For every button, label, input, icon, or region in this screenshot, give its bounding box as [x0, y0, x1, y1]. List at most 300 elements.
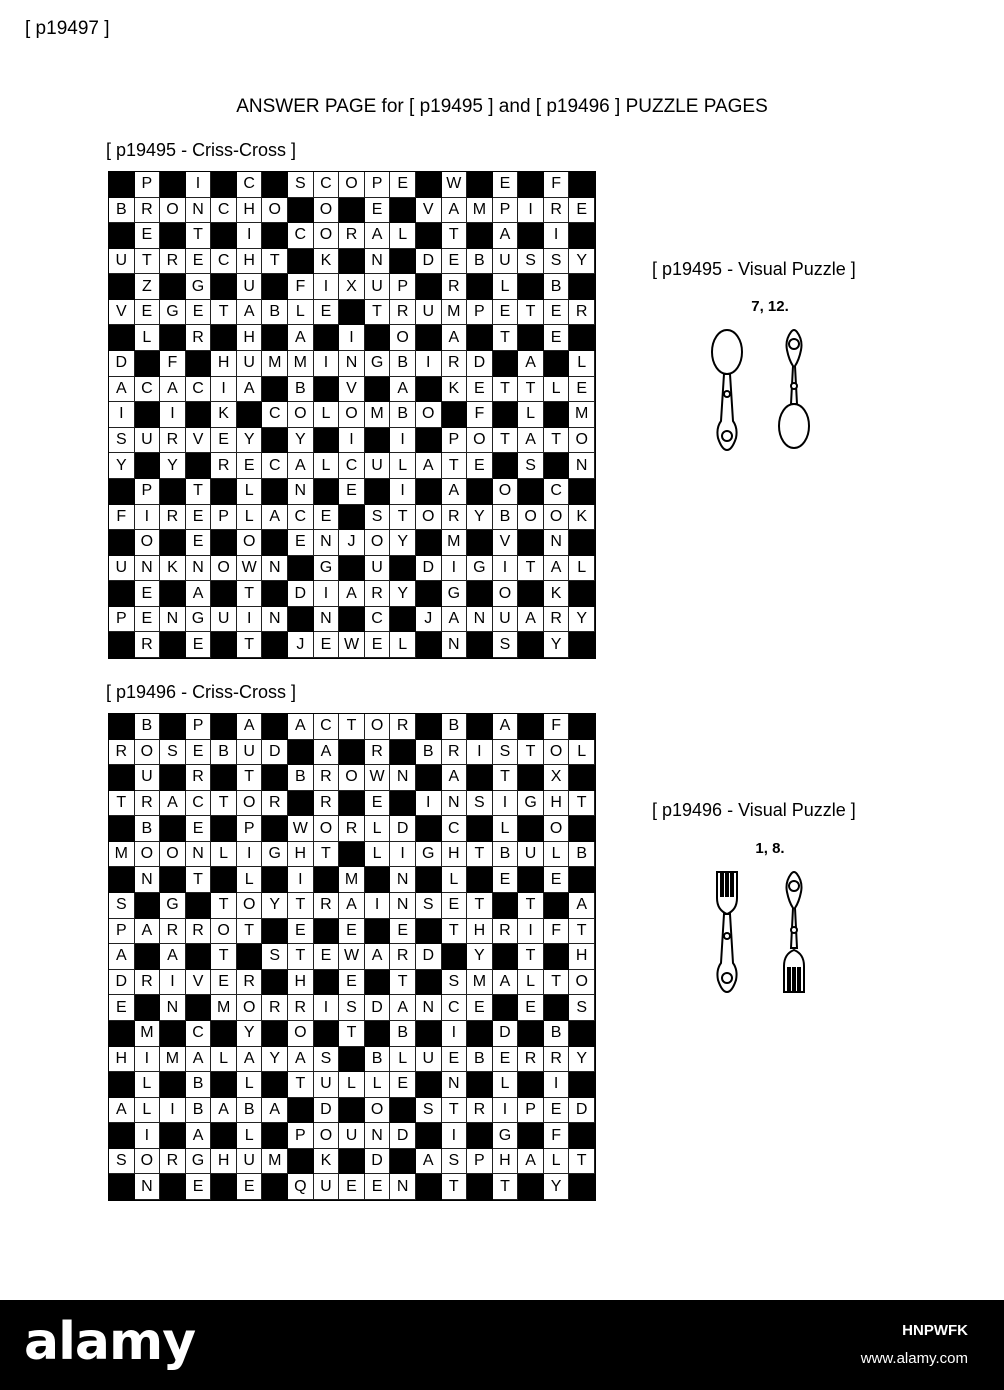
letter-cell: S: [493, 632, 519, 658]
black-cell: [262, 1072, 288, 1098]
letter-cell: A: [262, 505, 288, 531]
letter-cell: W: [365, 765, 391, 791]
black-cell: [416, 377, 442, 403]
letter-cell: Z: [135, 274, 161, 300]
letter-cell: P: [109, 607, 135, 633]
black-cell: [160, 632, 186, 658]
letter-cell: R: [442, 274, 468, 300]
black-cell: [109, 581, 135, 607]
fork-icon: [784, 872, 804, 992]
letter-cell: P: [467, 300, 493, 326]
letter-cell: N: [160, 607, 186, 633]
letter-cell: L: [365, 1072, 391, 1098]
letter-cell: A: [569, 893, 595, 919]
letter-cell: A: [442, 325, 468, 351]
black-cell: [467, 325, 493, 351]
letter-cell: D: [109, 970, 135, 996]
letter-cell: O: [390, 325, 416, 351]
black-cell: [109, 530, 135, 556]
letter-cell: U: [314, 1174, 340, 1200]
letter-cell: O: [416, 402, 442, 428]
letter-cell: U: [339, 1123, 365, 1149]
letter-cell: L: [518, 970, 544, 996]
letter-cell: A: [390, 377, 416, 403]
letter-cell: R: [442, 505, 468, 531]
letter-cell: I: [416, 791, 442, 817]
letter-cell: E: [237, 1174, 263, 1200]
letter-cell: I: [390, 428, 416, 454]
black-cell: [186, 402, 212, 428]
black-cell: [518, 479, 544, 505]
black-cell: [365, 479, 391, 505]
black-cell: [339, 249, 365, 275]
letter-cell: N: [186, 842, 212, 868]
letter-cell: L: [544, 377, 570, 403]
letter-cell: E: [493, 300, 519, 326]
black-cell: [518, 714, 544, 740]
letter-cell: M: [288, 351, 314, 377]
letter-cell: O: [314, 198, 340, 224]
black-cell: [109, 1123, 135, 1149]
letter-cell: E: [186, 740, 212, 766]
black-cell: [211, 223, 237, 249]
black-cell: [416, 765, 442, 791]
letter-cell: I: [160, 1098, 186, 1124]
letter-cell: E: [569, 198, 595, 224]
black-cell: [518, 325, 544, 351]
letter-cell: R: [160, 1149, 186, 1175]
black-cell: [288, 607, 314, 633]
letter-cell: L: [544, 842, 570, 868]
letter-cell: A: [237, 714, 263, 740]
black-cell: [416, 428, 442, 454]
letter-cell: P: [518, 1098, 544, 1124]
black-cell: [467, 714, 493, 740]
letter-cell: O: [288, 402, 314, 428]
letter-cell: T: [237, 632, 263, 658]
image-ref: HNPWFK: [902, 1322, 968, 1339]
letter-cell: E: [135, 223, 161, 249]
letter-cell: B: [365, 1047, 391, 1073]
letter-cell: A: [237, 1047, 263, 1073]
letter-cell: L: [237, 867, 263, 893]
letter-cell: J: [416, 607, 442, 633]
letter-cell: A: [442, 765, 468, 791]
letter-cell: T: [442, 1098, 468, 1124]
letter-cell: O: [314, 816, 340, 842]
letter-cell: A: [442, 607, 468, 633]
black-cell: [416, 1021, 442, 1047]
letter-cell: S: [109, 428, 135, 454]
letter-cell: N: [135, 556, 161, 582]
letter-cell: E: [390, 172, 416, 198]
black-cell: [518, 1174, 544, 1200]
letter-cell: K: [314, 1149, 340, 1175]
black-cell: [262, 274, 288, 300]
black-cell: [518, 765, 544, 791]
letter-cell: L: [390, 632, 416, 658]
spoon-icon: [779, 330, 809, 448]
black-cell: [467, 1123, 493, 1149]
letter-cell: L: [339, 1072, 365, 1098]
letter-cell: E: [186, 632, 212, 658]
letter-cell: L: [288, 300, 314, 326]
letter-cell: N: [569, 453, 595, 479]
black-cell: [518, 816, 544, 842]
letter-cell: I: [186, 172, 212, 198]
letter-cell: W: [339, 632, 365, 658]
letter-cell: O: [135, 530, 161, 556]
letter-cell: M: [262, 1149, 288, 1175]
black-cell: [160, 325, 186, 351]
letter-cell: A: [135, 919, 161, 945]
black-cell: [160, 765, 186, 791]
visual-puzzle-2-label: [ p19496 - Visual Puzzle ]: [652, 800, 856, 820]
letter-cell: O: [493, 581, 519, 607]
letter-cell: O: [288, 1021, 314, 1047]
letter-cell: O: [160, 842, 186, 868]
letter-cell: B: [135, 714, 161, 740]
black-cell: [314, 867, 340, 893]
black-cell: [467, 223, 493, 249]
letter-cell: Y: [467, 944, 493, 970]
letter-cell: L: [569, 556, 595, 582]
letter-cell: P: [135, 172, 161, 198]
letter-cell: K: [160, 556, 186, 582]
letter-cell: R: [365, 740, 391, 766]
letter-cell: S: [416, 893, 442, 919]
letter-cell: C: [262, 453, 288, 479]
black-cell: [518, 1072, 544, 1098]
letter-cell: M: [135, 1021, 161, 1047]
letter-cell: A: [390, 995, 416, 1021]
black-cell: [109, 172, 135, 198]
letter-cell: S: [365, 505, 391, 531]
letter-cell: V: [339, 377, 365, 403]
black-cell: [390, 740, 416, 766]
black-cell: [339, 842, 365, 868]
black-cell: [160, 714, 186, 740]
letter-cell: T: [186, 479, 212, 505]
letter-cell: R: [262, 995, 288, 1021]
letter-cell: E: [390, 1072, 416, 1098]
letter-cell: R: [314, 765, 340, 791]
letter-cell: E: [493, 867, 519, 893]
black-cell: [544, 944, 570, 970]
letter-cell: E: [339, 479, 365, 505]
black-cell: [109, 1174, 135, 1200]
letter-cell: M: [467, 970, 493, 996]
letter-cell: A: [493, 714, 519, 740]
letter-cell: B: [390, 402, 416, 428]
letter-cell: G: [160, 893, 186, 919]
black-cell: [467, 1072, 493, 1098]
black-cell: [442, 944, 468, 970]
letter-cell: O: [467, 428, 493, 454]
letter-cell: K: [569, 505, 595, 531]
letter-cell: T: [467, 893, 493, 919]
letter-cell: F: [544, 714, 570, 740]
letter-cell: N: [442, 632, 468, 658]
letter-cell: B: [211, 740, 237, 766]
letter-cell: O: [493, 479, 519, 505]
letter-cell: J: [339, 530, 365, 556]
black-cell: [365, 919, 391, 945]
letter-cell: O: [339, 765, 365, 791]
letter-cell: T: [442, 919, 468, 945]
letter-cell: Y: [569, 249, 595, 275]
black-cell: [442, 402, 468, 428]
black-cell: [339, 1047, 365, 1073]
letter-cell: A: [288, 1047, 314, 1073]
letter-cell: Y: [467, 505, 493, 531]
letter-cell: K: [442, 377, 468, 403]
letter-cell: L: [135, 325, 161, 351]
letter-cell: E: [186, 249, 212, 275]
letter-cell: G: [262, 842, 288, 868]
black-cell: [493, 893, 519, 919]
letter-cell: B: [390, 1021, 416, 1047]
letter-cell: N: [467, 607, 493, 633]
letter-cell: R: [288, 995, 314, 1021]
letter-cell: E: [518, 995, 544, 1021]
letter-cell: W: [339, 944, 365, 970]
letter-cell: W: [288, 816, 314, 842]
letter-cell: R: [390, 300, 416, 326]
black-cell: [544, 893, 570, 919]
black-cell: [416, 530, 442, 556]
letter-cell: L: [518, 402, 544, 428]
letter-cell: H: [211, 351, 237, 377]
black-cell: [544, 402, 570, 428]
letter-cell: T: [365, 300, 391, 326]
letter-cell: A: [160, 944, 186, 970]
letter-cell: T: [390, 505, 416, 531]
letter-cell: A: [518, 351, 544, 377]
black-cell: [493, 351, 519, 377]
letter-cell: T: [442, 223, 468, 249]
letter-cell: L: [211, 842, 237, 868]
letter-cell: A: [109, 1098, 135, 1124]
letter-cell: A: [518, 1149, 544, 1175]
letter-cell: U: [416, 1047, 442, 1073]
black-cell: [339, 556, 365, 582]
letter-cell: L: [390, 453, 416, 479]
letter-cell: S: [518, 453, 544, 479]
letter-cell: L: [493, 274, 519, 300]
letter-cell: A: [109, 377, 135, 403]
letter-cell: A: [365, 944, 391, 970]
letter-cell: R: [135, 632, 161, 658]
letter-cell: D: [390, 1123, 416, 1149]
letter-cell: A: [493, 970, 519, 996]
letter-cell: I: [135, 505, 161, 531]
letter-cell: N: [416, 995, 442, 1021]
letter-cell: H: [288, 970, 314, 996]
black-cell: [237, 402, 263, 428]
black-cell: [390, 1098, 416, 1124]
letter-cell: T: [544, 970, 570, 996]
letter-cell: N: [390, 893, 416, 919]
letter-cell: R: [135, 970, 161, 996]
letter-cell: H: [493, 1149, 519, 1175]
black-cell: [569, 1021, 595, 1047]
letter-cell: A: [493, 223, 519, 249]
letter-cell: A: [416, 453, 442, 479]
letter-cell: R: [135, 791, 161, 817]
letter-cell: N: [186, 198, 212, 224]
letter-cell: I: [416, 351, 442, 377]
letter-cell: U: [237, 1149, 263, 1175]
letter-cell: C: [314, 714, 340, 740]
black-cell: [211, 714, 237, 740]
letter-cell: U: [365, 556, 391, 582]
letter-cell: L: [135, 1072, 161, 1098]
black-cell: [569, 867, 595, 893]
fork-pair-icon: [700, 868, 840, 998]
black-cell: [160, 274, 186, 300]
letter-cell: T: [262, 249, 288, 275]
letter-cell: I: [135, 1123, 161, 1149]
letter-cell: E: [442, 1047, 468, 1073]
letter-cell: D: [365, 1149, 391, 1175]
letter-cell: A: [339, 893, 365, 919]
letter-cell: B: [186, 1098, 212, 1124]
black-cell: [390, 607, 416, 633]
letter-cell: P: [365, 172, 391, 198]
letter-cell: I: [109, 402, 135, 428]
letter-cell: B: [109, 198, 135, 224]
black-cell: [518, 632, 544, 658]
black-cell: [211, 816, 237, 842]
black-cell: [262, 632, 288, 658]
letter-cell: C: [288, 223, 314, 249]
letter-cell: N: [186, 556, 212, 582]
black-cell: [160, 1123, 186, 1149]
letter-cell: I: [390, 479, 416, 505]
letter-cell: L: [237, 1123, 263, 1149]
letter-cell: B: [288, 377, 314, 403]
black-cell: [109, 1072, 135, 1098]
letter-cell: O: [416, 505, 442, 531]
visual-puzzle-1-label: [ p19495 - Visual Puzzle ]: [652, 259, 856, 279]
black-cell: [288, 249, 314, 275]
letter-cell: T: [186, 867, 212, 893]
black-cell: [288, 791, 314, 817]
black-cell: [365, 1021, 391, 1047]
letter-cell: E: [186, 505, 212, 531]
letter-cell: U: [365, 453, 391, 479]
letter-cell: E: [544, 300, 570, 326]
black-cell: [569, 479, 595, 505]
letter-cell: C: [339, 453, 365, 479]
black-cell: [109, 479, 135, 505]
black-cell: [416, 1072, 442, 1098]
black-cell: [262, 428, 288, 454]
letter-cell: U: [493, 249, 519, 275]
letter-cell: O: [544, 740, 570, 766]
black-cell: [211, 325, 237, 351]
letter-cell: K: [314, 249, 340, 275]
letter-cell: V: [416, 198, 442, 224]
letter-cell: W: [442, 172, 468, 198]
letter-cell: A: [339, 581, 365, 607]
letter-cell: U: [314, 1072, 340, 1098]
letter-cell: D: [109, 351, 135, 377]
letter-cell: E: [237, 453, 263, 479]
letter-cell: E: [569, 377, 595, 403]
letter-cell: U: [237, 274, 263, 300]
black-cell: [518, 172, 544, 198]
black-cell: [211, 1123, 237, 1149]
letter-cell: P: [442, 428, 468, 454]
letter-cell: C: [442, 995, 468, 1021]
spoon-icon: [712, 330, 742, 450]
black-cell: [416, 970, 442, 996]
letter-cell: C: [288, 505, 314, 531]
letter-cell: B: [390, 351, 416, 377]
black-cell: [262, 1021, 288, 1047]
letter-cell: U: [518, 842, 544, 868]
letter-cell: K: [544, 581, 570, 607]
letter-cell: S: [109, 1149, 135, 1175]
letter-cell: R: [135, 198, 161, 224]
letter-cell: H: [467, 919, 493, 945]
letter-cell: K: [211, 402, 237, 428]
black-cell: [339, 505, 365, 531]
letter-cell: D: [365, 995, 391, 1021]
black-cell: [262, 377, 288, 403]
letter-cell: T: [237, 581, 263, 607]
letter-cell: C: [186, 377, 212, 403]
letter-cell: A: [109, 944, 135, 970]
letter-cell: T: [518, 556, 544, 582]
letter-cell: B: [569, 842, 595, 868]
letter-cell: V: [109, 300, 135, 326]
black-cell: [569, 1072, 595, 1098]
letter-cell: I: [442, 556, 468, 582]
letter-cell: Y: [390, 581, 416, 607]
black-cell: [339, 300, 365, 326]
black-cell: [262, 765, 288, 791]
letter-cell: A: [365, 223, 391, 249]
black-cell: [135, 351, 161, 377]
letter-cell: B: [135, 816, 161, 842]
black-cell: [211, 274, 237, 300]
letter-cell: B: [493, 842, 519, 868]
letter-cell: L: [365, 842, 391, 868]
letter-cell: T: [493, 1174, 519, 1200]
letter-cell: O: [518, 505, 544, 531]
letter-cell: T: [544, 428, 570, 454]
letter-cell: C: [262, 402, 288, 428]
black-cell: [365, 867, 391, 893]
letter-cell: I: [314, 351, 340, 377]
letter-cell: O: [237, 791, 263, 817]
letter-cell: I: [160, 402, 186, 428]
letter-cell: I: [442, 1021, 468, 1047]
black-cell: [160, 1072, 186, 1098]
black-cell: [288, 740, 314, 766]
letter-cell: T: [493, 765, 519, 791]
letter-cell: I: [518, 198, 544, 224]
letter-cell: T: [237, 765, 263, 791]
letter-cell: B: [467, 249, 493, 275]
black-cell: [288, 1098, 314, 1124]
black-cell: [160, 867, 186, 893]
letter-cell: M: [467, 198, 493, 224]
letter-cell: G: [186, 1149, 212, 1175]
